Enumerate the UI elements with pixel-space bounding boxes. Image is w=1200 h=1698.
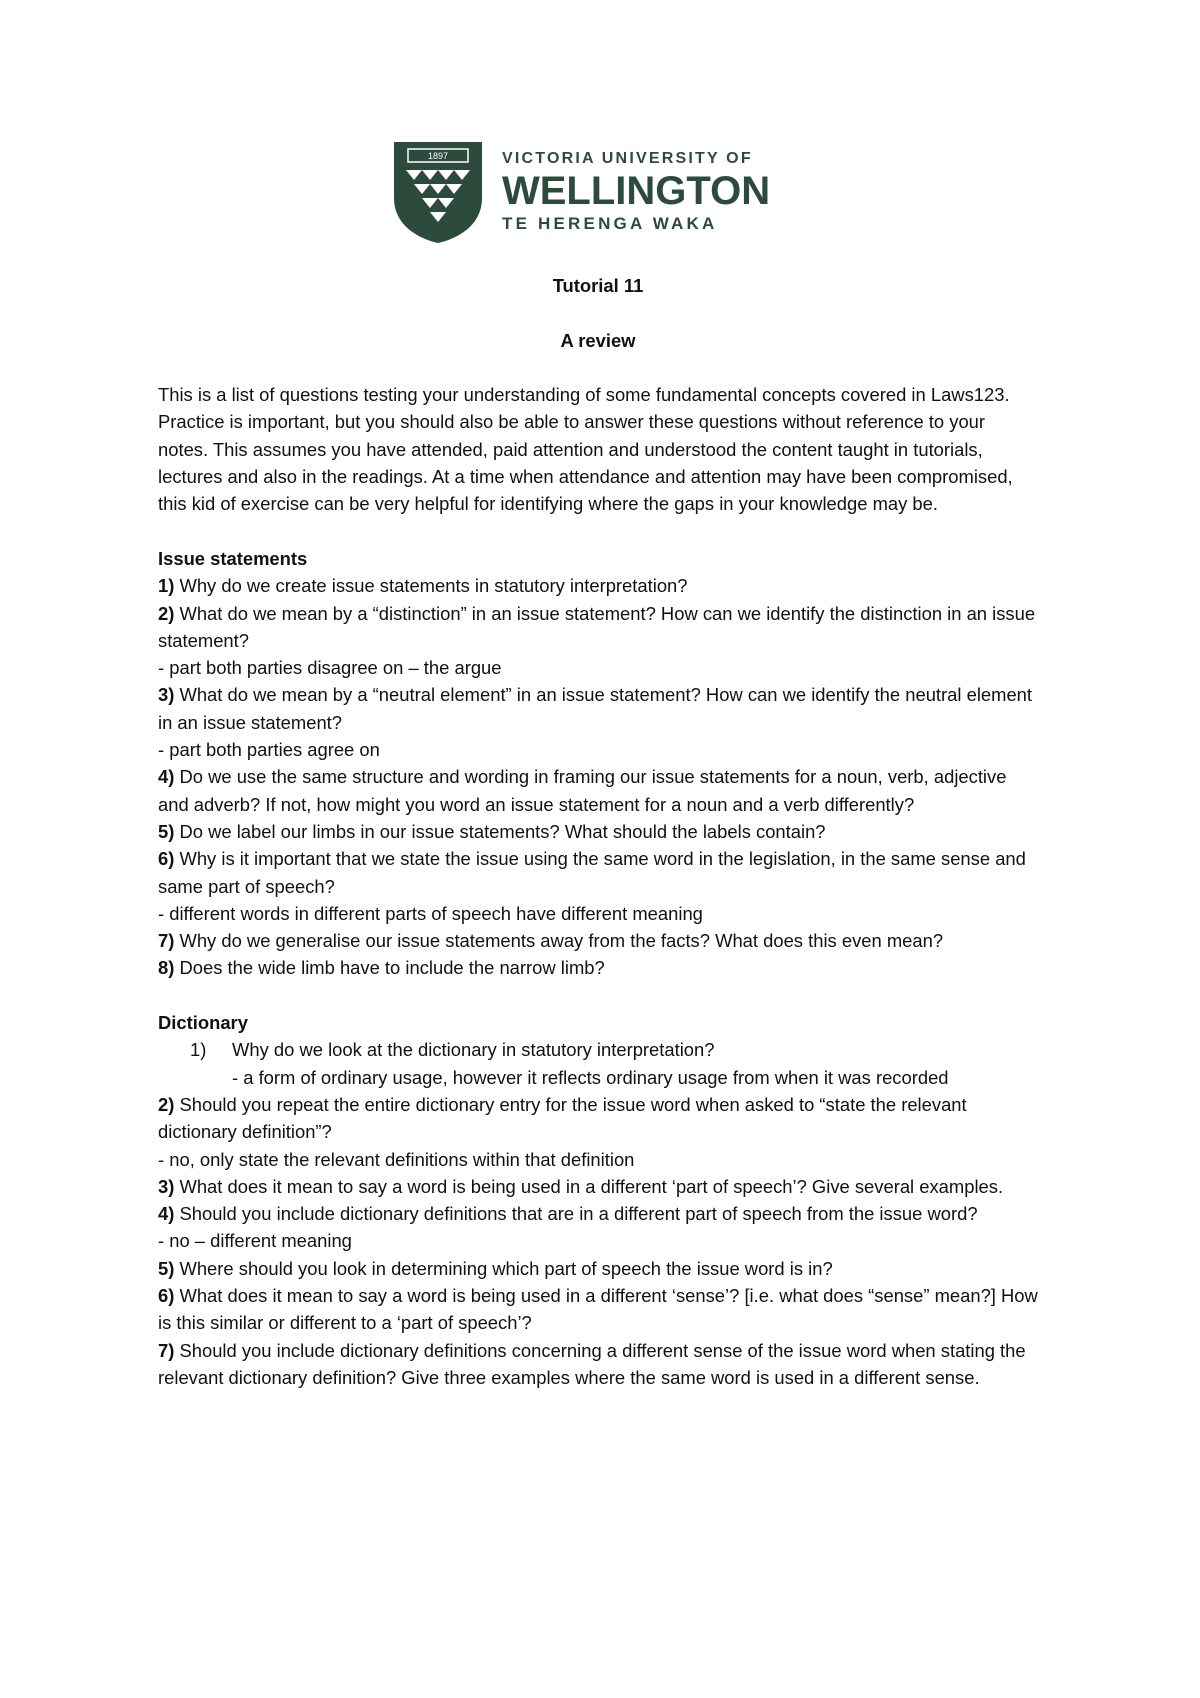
answer-note: - different words in different parts of speech have different meaning <box>158 902 703 924</box>
question-number: 7) <box>158 1339 175 1361</box>
question-item <box>158 818 1038 845</box>
question-text: What do we mean by a “neutral element” in an issue statement? How can we identify the neutral element in an issue statement? <box>158 684 1033 733</box>
question-item <box>158 1173 1038 1200</box>
question-item <box>158 845 1038 900</box>
question-number: 4) <box>158 1203 175 1225</box>
document-title: Tutorial 11 <box>552 275 644 296</box>
question-item <box>158 1282 1038 1337</box>
question-item <box>158 1337 1038 1392</box>
section-heading-issue-statements: Issue statements <box>158 547 308 569</box>
question-text: Should you include dictionary definitions that are in a different part of speech from the issue word? <box>174 1203 978 1225</box>
question-text: Do we use the same structure and wording in framing our issue statements for a noun, verb, adjective and adverb? If not, how might you word an issue statement for a noun and a verb differently? <box>158 766 1007 815</box>
logo-line2: WELLINGTON <box>502 169 771 213</box>
intro-paragraph: This is a list of questions testing your understanding of some fundamental concepts covered in Laws123. Practice is important, but you should also be able to answer these questions without reference to your notes. This assumes you have attended, paid attention and understood the content taught in tutorials, lectures and also in the readings. At a time when attendance and attention may have been compromised, this kid of exercise can be very helpful for identifying where the gaps in your knowledge may be. <box>158 384 1013 515</box>
question-number: 2) <box>158 1093 175 1115</box>
question-text: Why do we generalise our issue statements away from the facts? What does this even mean? <box>174 930 944 952</box>
question-number: 5) <box>158 820 175 842</box>
question-item <box>158 763 1038 818</box>
issue-statements-list <box>158 572 1038 981</box>
question-number: 6) <box>158 1284 175 1306</box>
question-text: Should you include dictionary definitions concerning a different sense of the issue word when stating the relevant dictionary definition? Give three examples where the same word is used in a different sense. <box>158 1339 1026 1388</box>
question-text: What does it mean to say a word is being used in a different ‘sense’? [i.e. what does “sense” mean?] How is this similar or different to a ‘part of speech’? <box>158 1284 1038 1334</box>
question-number: 6) <box>158 848 175 870</box>
question-number: 7) <box>158 930 175 952</box>
logo-line1: VICTORIA UNIVERSITY OF <box>502 150 753 167</box>
crest-year: 1897 <box>427 151 449 161</box>
question-number: 3) <box>158 684 175 706</box>
question-item <box>158 600 1038 655</box>
dictionary-question-1 <box>158 1036 1038 1091</box>
question-text: Where should you look in determining which part of speech the issue word is in? <box>174 1257 833 1279</box>
question-text: Why do we look at the dictionary in statutory interpretation? <box>232 1039 715 1061</box>
crest-icon <box>392 140 484 244</box>
section-heading-dictionary: Dictionary <box>158 1012 248 1034</box>
document-body <box>158 272 1038 1391</box>
question-number: 2) <box>158 602 175 624</box>
question-text: Do we label our limbs in our issue statements? What should the labels contain? <box>174 820 826 842</box>
question-text: What does it mean to say a word is being used in a different ‘part of speech’? Give several examples. <box>174 1175 1004 1197</box>
logo-line3: TE HERENGA WAKA <box>502 214 718 233</box>
logo-wordmark <box>502 149 770 235</box>
question-item <box>158 927 1038 954</box>
dictionary-list <box>158 1091 1038 1391</box>
document-subtitle: A review <box>560 329 636 351</box>
answer-note: - part both parties disagree on – the argue <box>158 657 502 679</box>
question-item <box>158 954 1038 981</box>
question-number: 1) <box>158 575 175 597</box>
question-note: - a form of ordinary usage, however it reflects ordinary usage from when it was recorded <box>232 1066 949 1088</box>
university-logo <box>392 140 792 244</box>
answer-note: - part both parties agree on <box>158 739 380 761</box>
question-number: 8) <box>158 957 175 979</box>
question-text: What do we mean by a “distinction” in an issue statement? How can we identify the distinction in an issue statement? <box>158 602 1036 651</box>
answer-note: - no, only state the relevant definitions within that definition <box>158 1148 635 1170</box>
question-text: Does the wide limb have to include the narrow limb? <box>174 957 605 979</box>
question-number: 3) <box>158 1175 175 1197</box>
question-item <box>158 1091 1038 1146</box>
question-item <box>158 681 1038 736</box>
question-text: Why is it important that we state the issue using the same word in the legislation, in the same sense and same part of speech? <box>158 848 1026 897</box>
question-text: Why do we create issue statements in statutory interpretation? <box>174 575 688 597</box>
question-item <box>158 572 1038 599</box>
question-text: Should you repeat the entire dictionary entry for the issue word when asked to “state the relevant dictionary definition”? <box>158 1093 967 1143</box>
answer-note: - no – different meaning <box>158 1230 352 1252</box>
question-number: 1) <box>190 1039 207 1061</box>
question-number: 5) <box>158 1257 175 1279</box>
question-item <box>158 1200 1038 1227</box>
question-number: 4) <box>158 766 175 788</box>
question-item <box>158 1255 1038 1282</box>
